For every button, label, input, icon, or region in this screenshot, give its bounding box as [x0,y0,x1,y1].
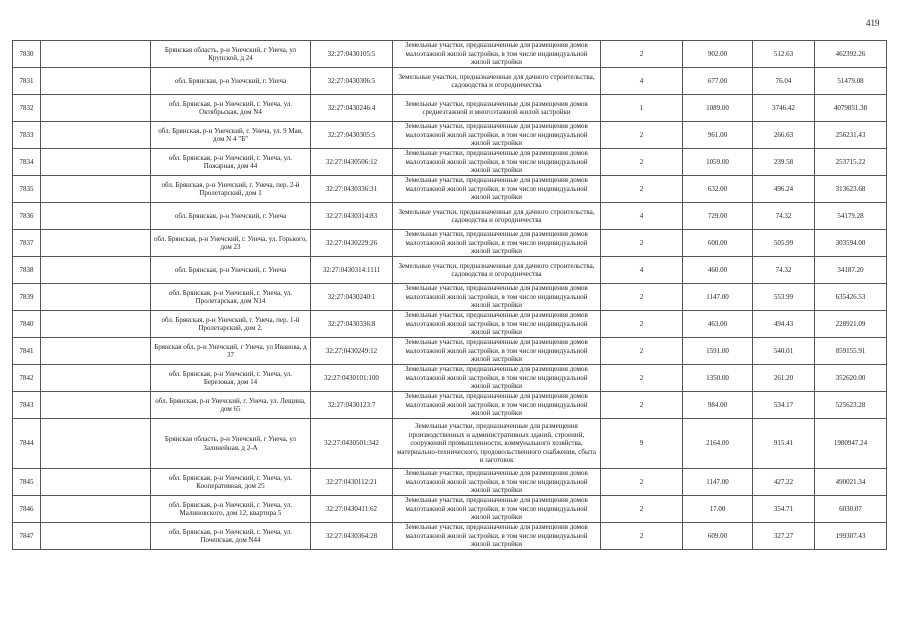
rate-cell: 496.24 [753,176,815,203]
cadastral-value-cell: 859155.91 [815,338,887,365]
group-cell: 2 [601,392,683,419]
table-row [13,203,887,230]
area-cell: 600.00 [683,230,753,257]
rate-cell: 327.27 [753,523,815,550]
cadastral-registry-table [12,40,887,550]
area-cell: 463.00 [683,311,753,338]
row-number-cell: 7830 [13,41,41,68]
rate-cell: 494.43 [753,311,815,338]
row-number-cell: 7836 [13,203,41,230]
address-cell: обл. Брянская, р-н Унечский, г. Унеча, ул. Горького, дом 23 [151,230,311,257]
cadastral-number-cell: 32:27:0430314:1111 [311,257,393,284]
land-purpose-cell: Земельные участки, предназначенные для размещения домов малоэтажной жилой застройки, в том числе индивидуальной жилой застройки [393,392,601,419]
address-cell: Брянская область, р-н Унечский, г Унеча, ул Крупской, д 24 [151,41,311,68]
rate-cell: 915.41 [753,419,815,469]
empty-cell [41,68,151,95]
group-cell: 2 [601,284,683,311]
address-cell: Брянская область, р-н Унечский, г Унеча, ул Залинейная, д 2-А [151,419,311,469]
area-cell: 729.00 [683,203,753,230]
land-purpose-cell: Земельные участки, предназначенные для размещения домов малоэтажной жилой застройки, в том числе индивидуальной жилой застройки [393,469,601,496]
row-number-cell: 7846 [13,496,41,523]
row-number-cell: 7844 [13,419,41,469]
table-row [13,176,887,203]
rate-cell: 354.71 [753,496,815,523]
rate-cell: 266.63 [753,122,815,149]
land-purpose-cell: Земельные участки, предназначенные для размещения домов малоэтажной жилой застройки, в том числе индивидуальной жилой застройки [393,41,601,68]
rate-cell: 553.99 [753,284,815,311]
empty-cell [41,203,151,230]
cadastral-value-cell: 228921.09 [815,311,887,338]
empty-cell [41,338,151,365]
row-number-cell: 7838 [13,257,41,284]
row-number-cell: 7835 [13,176,41,203]
land-purpose-cell: Земельные участки, предназначенные для размещения домов малоэтажной жилой застройки, в том числе индивидуальной жилой застройки [393,365,601,392]
table-row [13,230,887,257]
address-cell: обл. Брянская, р-н Унечский, г. Унеча, пер. 2-й Пролетарский, дом 1 [151,176,311,203]
rate-cell: 505.99 [753,230,815,257]
cadastral-number-cell: 32:27:0430314:83 [311,203,393,230]
group-cell: 2 [601,523,683,550]
cadastral-number-cell: 32:27:0430249:12 [311,338,393,365]
cadastral-number-cell: 32:27:0430336:8 [311,311,393,338]
land-purpose-cell: Земельные участки, предназначенные для размещения производственных и административных зданий, строений, сооружений промышленности, коммунального хозяйства, материально-технического, продовольственного снабжения, сбыта и заготовок [393,419,601,469]
empty-cell [41,257,151,284]
table-row [13,68,887,95]
cadastral-number-cell: 32:27:0430411:62 [311,496,393,523]
rate-cell: 540.01 [753,338,815,365]
empty-cell [41,41,151,68]
area-cell: 1591.00 [683,338,753,365]
rate-cell: 427.22 [753,469,815,496]
empty-cell [41,365,151,392]
address-cell: обл. Брянская, р-н Унечский, г. Унеча, ул. Лещина, дом 65 [151,392,311,419]
table-row [13,469,887,496]
rate-cell: 534.17 [753,392,815,419]
cadastral-number-cell: 32:27:0430364:28 [311,523,393,550]
area-cell: 2164.00 [683,419,753,469]
row-number-cell: 7833 [13,122,41,149]
cadastral-value-cell: 313623.68 [815,176,887,203]
page-number: 419 [866,18,880,28]
cadastral-number-cell: 32:27:0430240:1 [311,284,393,311]
address-cell: обл. Брянская, р-н Унечский, г. Унеча, ул. Октябрьская, дом N4 [151,95,311,122]
land-purpose-cell: Земельные участки, предназначенные для размещения домов среднеэтажной и многоэтажной жилой застройки [393,95,601,122]
cadastral-number-cell: 32:27:0430336:31 [311,176,393,203]
area-cell: 1147.00 [683,469,753,496]
cadastral-value-cell: 1980947.24 [815,419,887,469]
table-row [13,311,887,338]
address-cell: обл. Брянская, р-н Унечский, г. Унеча [151,68,311,95]
area-cell: 677.00 [683,68,753,95]
cadastral-value-cell: 352620.00 [815,365,887,392]
area-cell: 632.00 [683,176,753,203]
group-cell: 4 [601,203,683,230]
group-cell: 2 [601,311,683,338]
area-cell: 984.00 [683,392,753,419]
row-number-cell: 7845 [13,469,41,496]
cadastral-value-cell: 6030.07 [815,496,887,523]
table-row [13,257,887,284]
cadastral-value-cell: 54179.28 [815,203,887,230]
area-cell: 961.00 [683,122,753,149]
area-cell: 609.00 [683,523,753,550]
group-cell: 2 [601,469,683,496]
table-row [13,95,887,122]
empty-cell [41,496,151,523]
area-cell: 902.00 [683,41,753,68]
group-cell: 1 [601,95,683,122]
table-row [13,122,887,149]
cadastral-number-cell: 32:27:0430123:7 [311,392,393,419]
area-cell: 1059.00 [683,149,753,176]
empty-cell [41,419,151,469]
row-number-cell: 7832 [13,95,41,122]
address-cell: обл. Брянская, р-н Унечский, г. Унеча, ул. Пролетарская, дом N14 [151,284,311,311]
group-cell: 2 [601,338,683,365]
cadastral-value-cell: 199307.43 [815,523,887,550]
address-cell: обл. Брянская, р-н Унечский, г. Унеча, ул. 9 Мая, дом N 4 "Б" [151,122,311,149]
rate-cell: 239.58 [753,149,815,176]
rate-cell: 512.63 [753,41,815,68]
address-cell: обл. Брянская, р-н Унечский, г. Унеча, ул. Малиновского, дом 12, квартира 5 [151,496,311,523]
empty-cell [41,149,151,176]
cadastral-number-cell: 32:27:0430306:5 [311,68,393,95]
land-purpose-cell: Земельные участки, предназначенные для размещения домов малоэтажной жилой застройки, в том числе индивидуальной жилой застройки [393,230,601,257]
empty-cell [41,523,151,550]
cadastral-value-cell: 462392.26 [815,41,887,68]
row-number-cell: 7842 [13,365,41,392]
empty-cell [41,392,151,419]
group-cell: 2 [601,176,683,203]
row-number-cell: 7831 [13,68,41,95]
cadastral-number-cell: 32:27:0430229:26 [311,230,393,257]
cadastral-value-cell: 256231.43 [815,122,887,149]
group-cell: 2 [601,230,683,257]
row-number-cell: 7837 [13,230,41,257]
empty-cell [41,95,151,122]
area-cell: 17.00 [683,496,753,523]
rate-cell: 74.32 [753,257,815,284]
cadastral-value-cell: 635426.53 [815,284,887,311]
row-number-cell: 7847 [13,523,41,550]
table-row [13,392,887,419]
rate-cell: 3746.42 [753,95,815,122]
land-purpose-cell: Земельные участки, предназначенные для размещения домов малоэтажной жилой застройки, в том числе индивидуальной жилой застройки [393,176,601,203]
empty-cell [41,230,151,257]
empty-cell [41,284,151,311]
group-cell: 9 [601,419,683,469]
cadastral-number-cell: 32:27:0430506:12 [311,149,393,176]
group-cell: 2 [601,365,683,392]
land-purpose-cell: Земельные участки, предназначенные для дачного строительства, садоводства и огородничества [393,203,601,230]
address-cell: обл. Брянская, р-н Унечский, г. Унеча, ул. Почепская, дом N44 [151,523,311,550]
empty-cell [41,311,151,338]
area-cell: 1089.00 [683,95,753,122]
rate-cell: 76.04 [753,68,815,95]
group-cell: 2 [601,496,683,523]
table-body [13,41,887,550]
table-row [13,365,887,392]
table-row [13,523,887,550]
area-cell: 1350.00 [683,365,753,392]
cadastral-number-cell: 32:27:0430101:100 [311,365,393,392]
group-cell: 2 [601,149,683,176]
cadastral-number-cell: 32:27:0430305:5 [311,122,393,149]
row-number-cell: 7839 [13,284,41,311]
address-cell: обл. Брянская, р-н Унечский, г. Унеча, пер. 1-й Пролетарский, дом 2. [151,311,311,338]
cadastral-number-cell: 32:27:0430112:21 [311,469,393,496]
address-cell: обл. Брянская, р-н Унечский, г. Унеча [151,257,311,284]
address-cell: обл. Брянская, р-н Унечский, г. Унеча [151,203,311,230]
row-number-cell: 7840 [13,311,41,338]
cadastral-value-cell: 525623.28 [815,392,887,419]
table-row [13,41,887,68]
group-cell: 2 [601,122,683,149]
cadastral-value-cell: 4079851.38 [815,95,887,122]
land-purpose-cell: Земельные участки, предназначенные для размещения домов малоэтажной жилой застройки, в том числе индивидуальной жилой застройки [393,149,601,176]
land-purpose-cell: Земельные участки, предназначенные для дачного строительства, садоводства и огородничества [393,257,601,284]
area-cell: 1147.00 [683,284,753,311]
cadastral-number-cell: 32:27:0430501:342 [311,419,393,469]
cadastral-value-cell: 303594.00 [815,230,887,257]
table-row [13,149,887,176]
table-row [13,496,887,523]
table-row [13,284,887,311]
cadastral-value-cell: 51479.08 [815,68,887,95]
land-purpose-cell: Земельные участки, предназначенные для размещения домов малоэтажной жилой застройки, в том числе индивидуальной жилой застройки [393,284,601,311]
empty-cell [41,176,151,203]
cadastral-number-cell: 32:27:0430105:5 [311,41,393,68]
row-number-cell: 7843 [13,392,41,419]
land-purpose-cell: Земельные участки, предназначенные для дачного строительства, садоводства и огородничества [393,68,601,95]
cadastral-number-cell: 32:27:0430246:4 [311,95,393,122]
group-cell: 4 [601,257,683,284]
land-purpose-cell: Земельные участки, предназначенные для размещения домов малоэтажной жилой застройки, в том числе индивидуальной жилой застройки [393,122,601,149]
group-cell: 2 [601,41,683,68]
land-purpose-cell: Земельные участки, предназначенные для размещения домов малоэтажной жилой застройки, в том числе индивидуальной жилой застройки [393,311,601,338]
area-cell: 460.00 [683,257,753,284]
table-row [13,338,887,365]
table-row [13,419,887,469]
rate-cell: 261.20 [753,365,815,392]
address-cell: обл. Брянская, р-н Унечский, г. Унеча, ул. Пожарная, дом 44 [151,149,311,176]
row-number-cell: 7841 [13,338,41,365]
address-cell: обл. Брянская, р-н Унечский, г. Унеча, ул. Кооперативная, дом 25 [151,469,311,496]
empty-cell [41,122,151,149]
row-number-cell: 7834 [13,149,41,176]
cadastral-value-cell: 490021.34 [815,469,887,496]
group-cell: 4 [601,68,683,95]
address-cell: Брянская обл, р-н Унечский, г Унеча, ул Иванова, д 37 [151,338,311,365]
land-purpose-cell: Земельные участки, предназначенные для размещения домов малоэтажной жилой застройки, в том числе индивидуальной жилой застройки [393,338,601,365]
address-cell: обл. Брянская, р-н Унечский, г. Унеча, ул. Березовая, дом 14 [151,365,311,392]
land-purpose-cell: Земельные участки, предназначенные для размещения домов малоэтажной жилой застройки, в том числе индивидуальной жилой застройки [393,523,601,550]
cadastral-value-cell: 253715.22 [815,149,887,176]
rate-cell: 74.32 [753,203,815,230]
empty-cell [41,469,151,496]
land-purpose-cell: Земельные участки, предназначенные для размещения домов малоэтажной жилой застройки, в том числе индивидуальной жилой застройки [393,496,601,523]
cadastral-value-cell: 34187.20 [815,257,887,284]
